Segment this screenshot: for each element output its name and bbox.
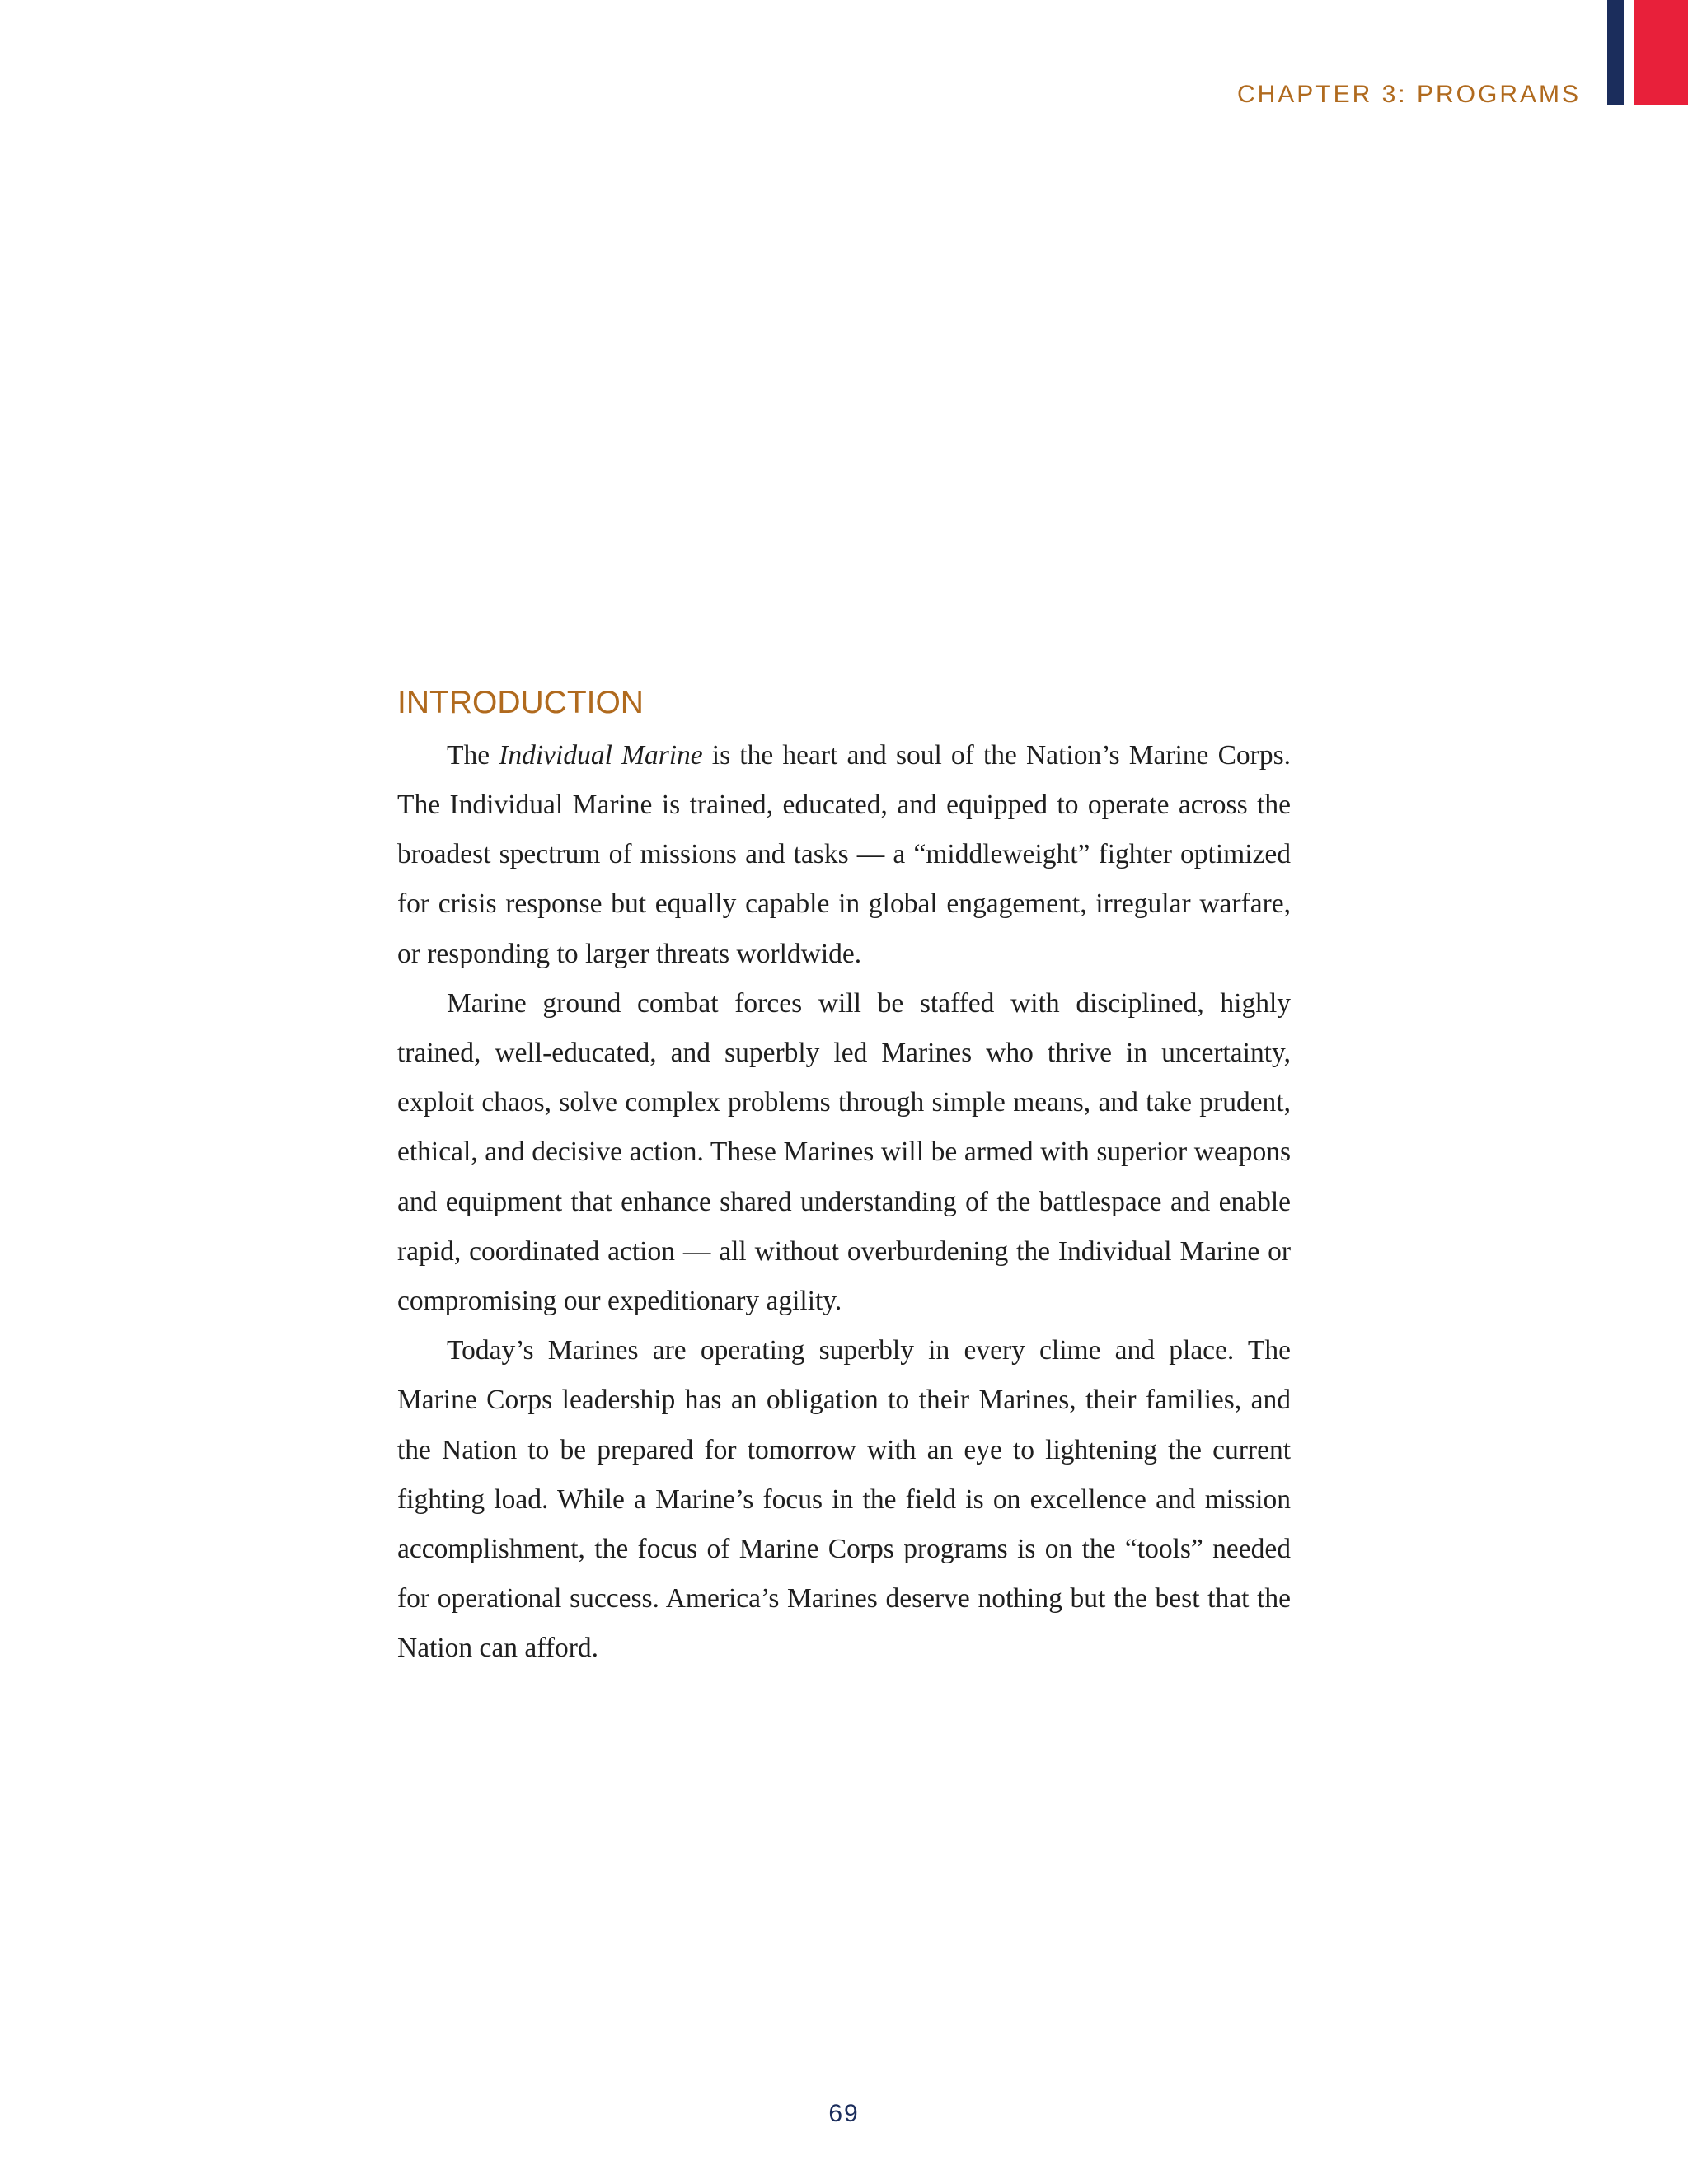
paragraph-3: Today’s Marines are operating superbly in every clime and place. The Marine Corps leadership has an obligation to their Marines, their families, and the Nation to be prepared for tomorrow with an eye to lightening the current fighting load. While a Marine’s focus in the field is on excellence and mission accomplishment, the focus of Marine Corps programs is on the “tools” needed for operational success. America’s Marines deserve nothing but the best that the Nation can afford. (397, 1335, 1291, 1664)
paragraph-1 (397, 731, 1291, 979)
paragraph-1-lead: The (447, 739, 499, 771)
page-number: 69 (828, 2100, 860, 2127)
paragraph-2: Marine ground combat forces will be staffed with disciplined, highly trained, well-educated, and superbly led Marines who thrive in uncertainty, exploit chaos, solve complex problems through simple means, and take prudent, ethical, and decisive action. These Marines will be armed with superior weapons and equipment that enhance shared understanding of the battlespace and enable rapid, coordinated action — all without overburdening the Individual Marine or compromising our expeditionary agility. (397, 987, 1291, 1317)
corner-tab-navy (1607, 0, 1624, 105)
corner-tab-red (1634, 0, 1688, 105)
paragraph-1-emphasis: Individual Marine (499, 739, 703, 771)
chapter-header: CHAPTER 3: PROGRAMS (1236, 81, 1581, 108)
section-heading: INTRODUCTION (397, 685, 644, 720)
main-content (397, 684, 1291, 1674)
paragraph-1-rest: is the heart and soul of the Nation’s Marine Corps. The Individual Marine is trained, educated, and equipped to operate across the broadest spectrum of missions and tasks — a “middleweight” fighter optimized for crisis response but equally capable in global engagement, irregular warfare, or responding to larger threats worldwide. (397, 739, 1291, 969)
